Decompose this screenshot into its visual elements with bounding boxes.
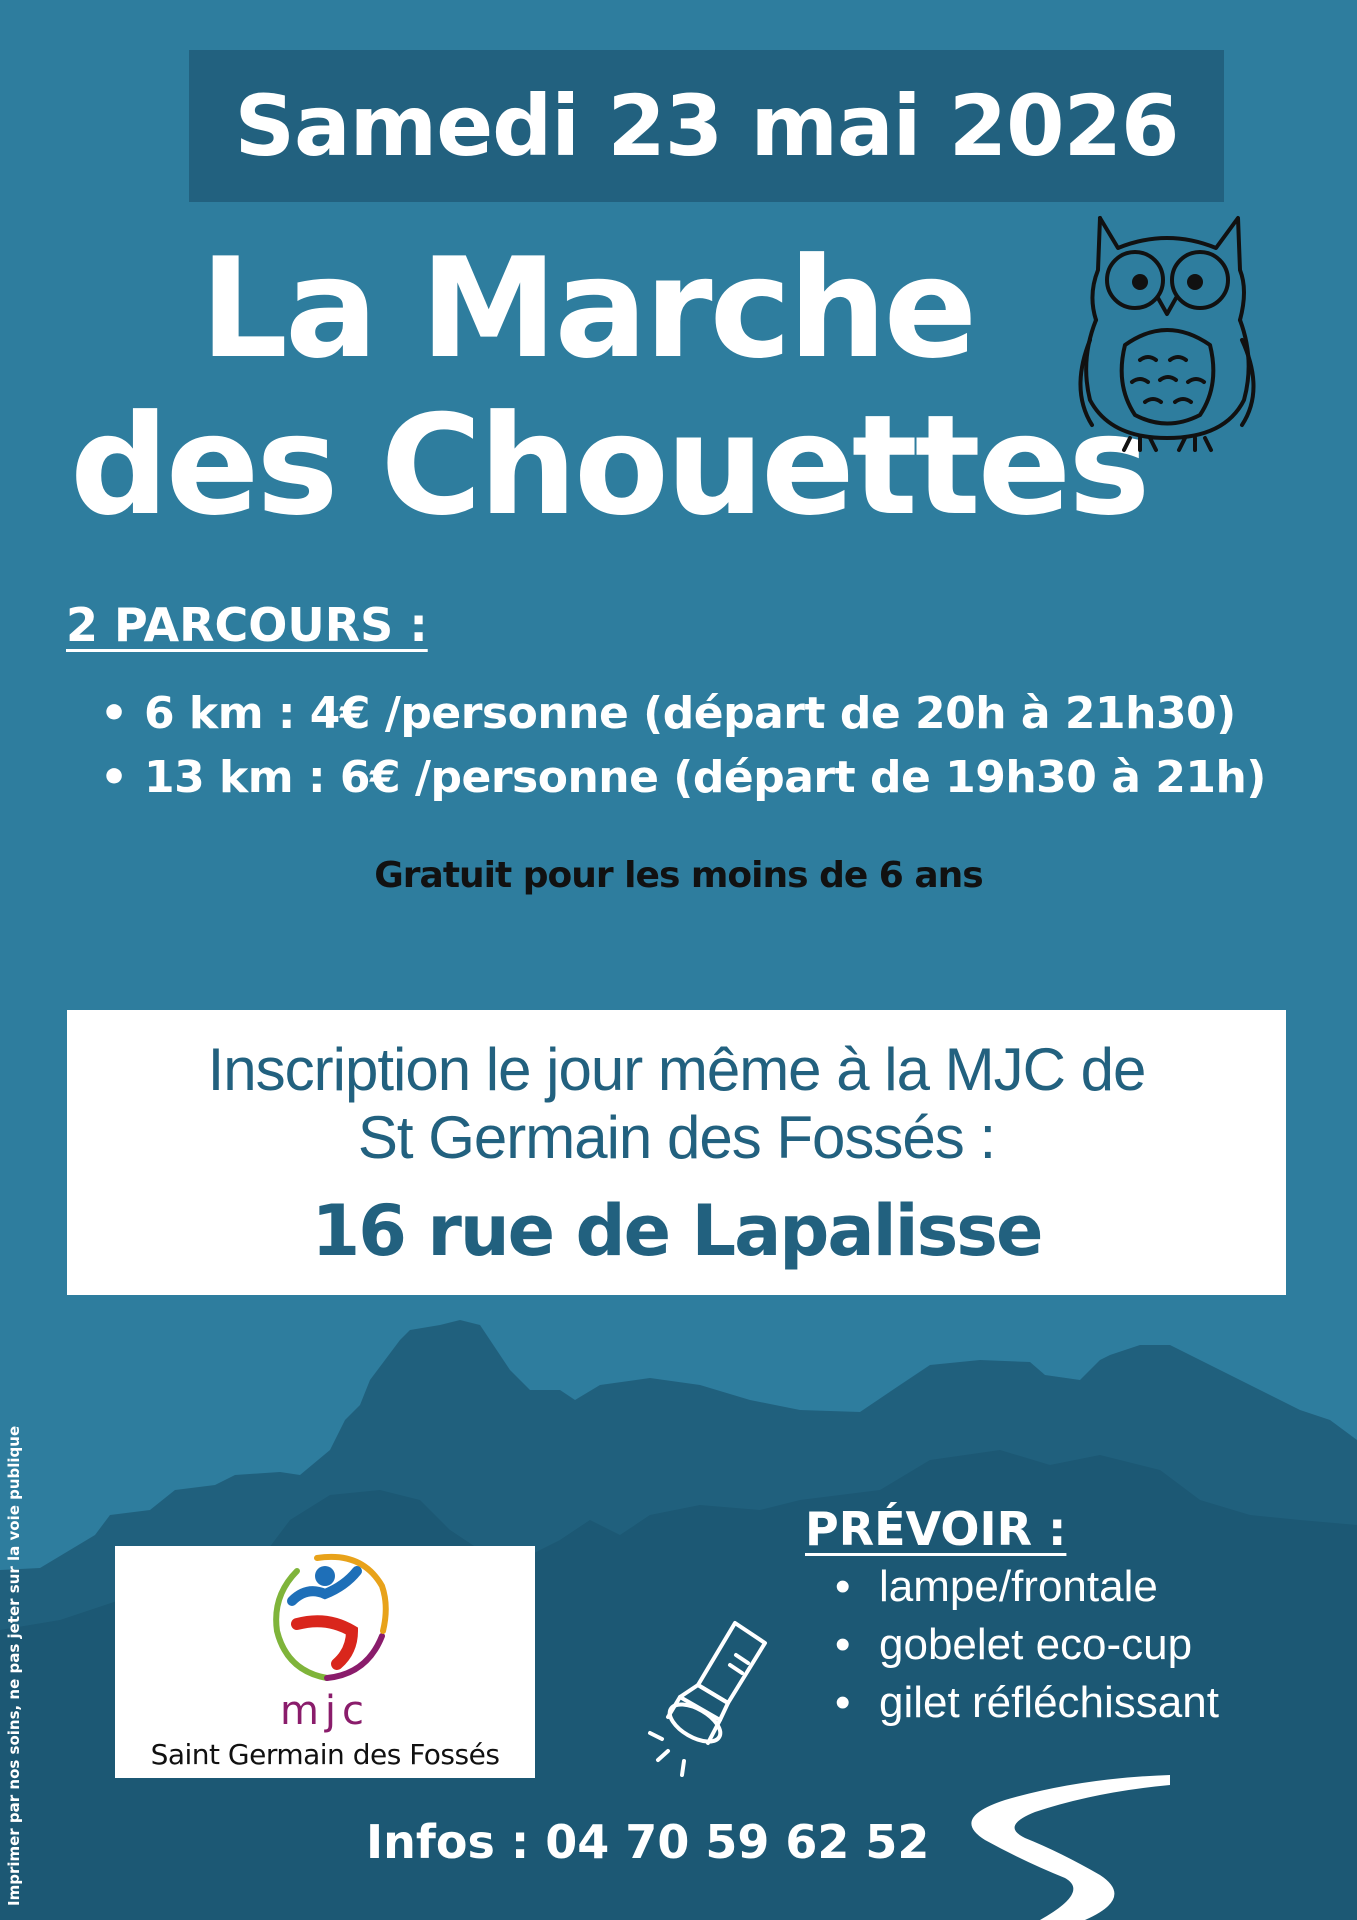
event-date: Samedi 23 mai 2026 (234, 77, 1179, 175)
free-note: Gratuit pour les moins de 6 ans (374, 855, 983, 896)
path-icon (930, 1770, 1170, 1920)
title-line-2: des Chouettes (70, 385, 1148, 546)
parcours-item-13km: 13 km : 6€ /personne (départ de 19h30 à 21h) (144, 752, 1266, 803)
inscription-line-2: St Germain des Fossés : (357, 1104, 996, 1171)
list-item: • 6 km : 4€ /personne (départ de 20h à 21h30) (100, 688, 1236, 739)
date-banner (189, 50, 1224, 202)
inscription-line-1: Inscription le jour même à la MJC de (207, 1036, 1146, 1103)
list-item: • gilet réfléchissant (835, 1678, 1219, 1727)
parcours-heading: 2 PARCOURS : (66, 598, 428, 652)
list-item: • gobelet eco-cup (835, 1620, 1193, 1669)
inscription-box (67, 1010, 1286, 1295)
prevoir-list (835, 1558, 1219, 1732)
parcours-item-6km: 6 km : 4€ /personne (départ de 20h à 21h30) (144, 688, 1236, 739)
mjc-logo (115, 1546, 535, 1778)
prevoir-heading: PRÉVOIR : (805, 1502, 1067, 1556)
side-note: Imprimer par nos soins, ne pas jeter sur la voie publique (5, 1425, 23, 1906)
prevoir-item-lamp: lampe/frontale (879, 1562, 1158, 1611)
logo-name: Saint Germain des Fossés (150, 1738, 500, 1771)
inscription-address: 16 rue de Lapalisse (311, 1190, 1042, 1272)
list-item: • lampe/frontale (835, 1562, 1158, 1611)
prevoir-item-vest: gilet réfléchissant (879, 1678, 1219, 1727)
list-item: • 13 km : 6€ /personne (départ de 19h30 à 21h) (100, 752, 1266, 803)
title-line-1: La Marche (200, 228, 975, 389)
infos-phone: Infos : 04 70 59 62 52 (366, 1815, 930, 1869)
flashlight-icon (640, 1615, 780, 1785)
owl-icon (1070, 210, 1265, 455)
prevoir-item-cup: gobelet eco-cup (879, 1620, 1193, 1669)
mjc-logo-icon (257, 1546, 397, 1694)
logo-acronym: mjc (279, 1688, 371, 1734)
parcours-list (100, 682, 1330, 810)
